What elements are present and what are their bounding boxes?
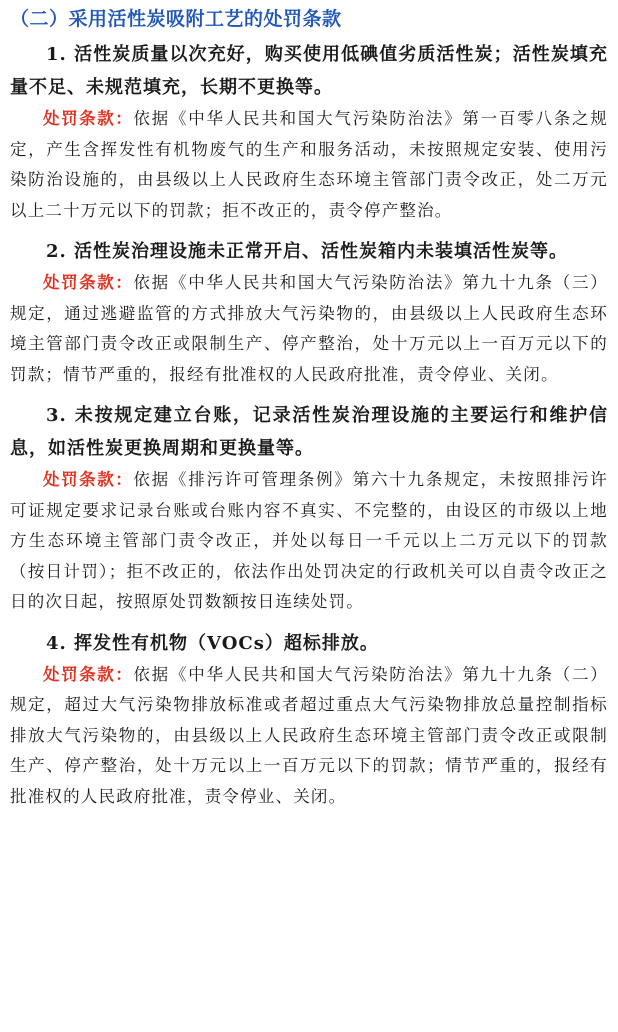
penalty-label: 处罚条款：: [43, 109, 134, 128]
item-heading: 4. 挥发性有机物（VOCs）超标排放。: [46, 632, 379, 654]
item-body: [10, 465, 608, 618]
penalty-item-4: [10, 627, 608, 813]
penalty-text: 依据《中华人民共和国大气污染防治法》第九十九条（二）规定，超过大气污染物排放标准或者超过重点大气污染物排放总量控制指标排放大气污染物的，由县级以上人民政府生态环境主管部门责令改正或限制生产、停产整治，处十万元以上一百万元以下的罚款；情节严重的，报经有批准权的人民政府批准，责令停业、关闭。: [10, 664, 609, 806]
item-heading: 1. 活性炭质量以次充好，购买使用低碘值劣质活性炭；活性炭填充量不足、未规范填充，长期不更换等。: [10, 44, 608, 98]
section-title: （二）采用活性炭吸附工艺的处罚条款: [10, 8, 342, 30]
penalty-text: 依据《中华人民共和国大气污染防治法》第九十九条（三）规定，通过逃避监管的方式排放大气污染物的，由县级以上人民政府生态环境主管部门责令改正或限制生产、停产整治，处十万元以上一百万元以下的罚款；情节严重的，报经有批准权的人民政府批准，责令停业、关闭。: [10, 273, 609, 384]
penalty-label: 处罚条款：: [43, 664, 134, 684]
penalty-item-2: [10, 235, 608, 390]
item-body: [10, 268, 608, 390]
item-heading: 3. 未按规定建立台账，记录活性炭治理设施的主要运行和维护信息，如活性炭更换周期和更换量等。: [10, 405, 608, 459]
item-heading: 2. 活性炭治理设施未正常开启、活性炭箱内未装填活性炭等。: [46, 241, 569, 262]
item-body: [10, 660, 608, 813]
item-body: [10, 104, 608, 226]
penalty-label: 处罚条款：: [43, 273, 134, 292]
penalty-text: 依据《中华人民共和国大气污染防治法》第一百零八条之规定，产生含挥发性有机物废气的生产和服务活动，未按照规定安装、使用污染防治设施的，由县级以上人民政府生态环境主管部门责令改正，处二万元以上二十万元以下的罚款；拒不改正的，责令停产整治。: [10, 109, 609, 220]
penalty-item-3: [10, 399, 608, 618]
penalty-label: 处罚条款：: [43, 470, 134, 489]
penalty-text: 依据《排污许可管理条例》第六十九条规定，未按照排污许可证规定要求记录台账或台账内容不真实、不完整的，由设区的市级以上地方生态环境主管部门责令改正，并处以每日一千元以上二万元以下的罚款（按日计罚）；拒不改正的，依法作出处罚决定的行政机关可以自责令改正之日的次日起，按照原处罚数额按日连续处罚。: [10, 470, 609, 611]
penalty-item-1: [10, 38, 608, 226]
